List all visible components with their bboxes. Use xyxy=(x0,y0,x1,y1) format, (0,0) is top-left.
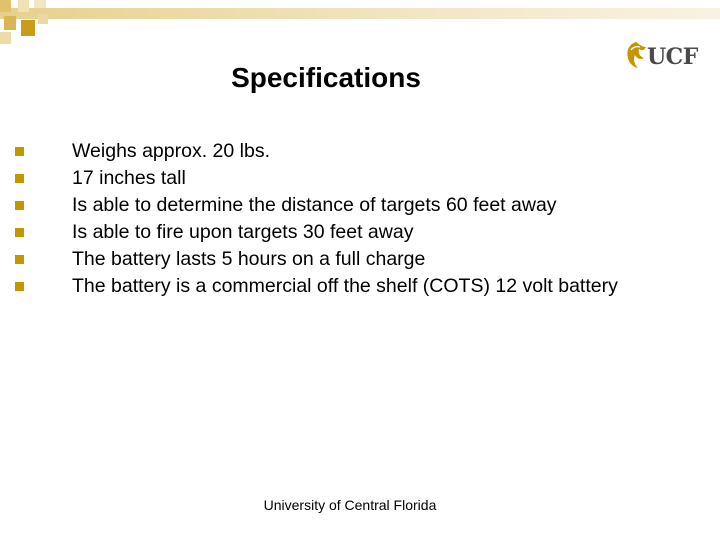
list-item-text: The battery lasts 5 hours on a full charge xyxy=(72,248,426,270)
square-bullet-icon xyxy=(15,147,24,156)
list-item-text: The battery is a commercial off the shelf (COTS) 12 volt battery xyxy=(72,275,618,297)
square-bullet-icon xyxy=(15,228,24,237)
square-bullet-icon xyxy=(15,282,24,291)
list-item xyxy=(0,192,672,219)
list-item xyxy=(0,138,672,165)
list-item-text: Is able to determine the distance of targets 60 feet away xyxy=(72,194,557,216)
list-item-text: Weighs approx. 20 lbs. xyxy=(72,140,270,162)
list-item-text: Is able to fire upon targets 30 feet away xyxy=(72,221,414,243)
list-item xyxy=(0,219,672,246)
square-bullet-icon xyxy=(15,201,24,210)
bullet-list xyxy=(0,138,720,300)
slide-footer: University of Central Florida xyxy=(263,497,437,513)
square-bullet-icon xyxy=(15,255,24,264)
logo-text: UCF xyxy=(647,44,698,70)
header-decoration xyxy=(0,0,720,50)
list-item-text: 17 inches tall xyxy=(72,167,186,189)
list-item xyxy=(0,273,672,300)
slide-title: Specifications xyxy=(231,62,421,93)
list-item xyxy=(0,165,672,192)
square-bullet-icon xyxy=(15,174,24,183)
list-item xyxy=(0,246,672,273)
